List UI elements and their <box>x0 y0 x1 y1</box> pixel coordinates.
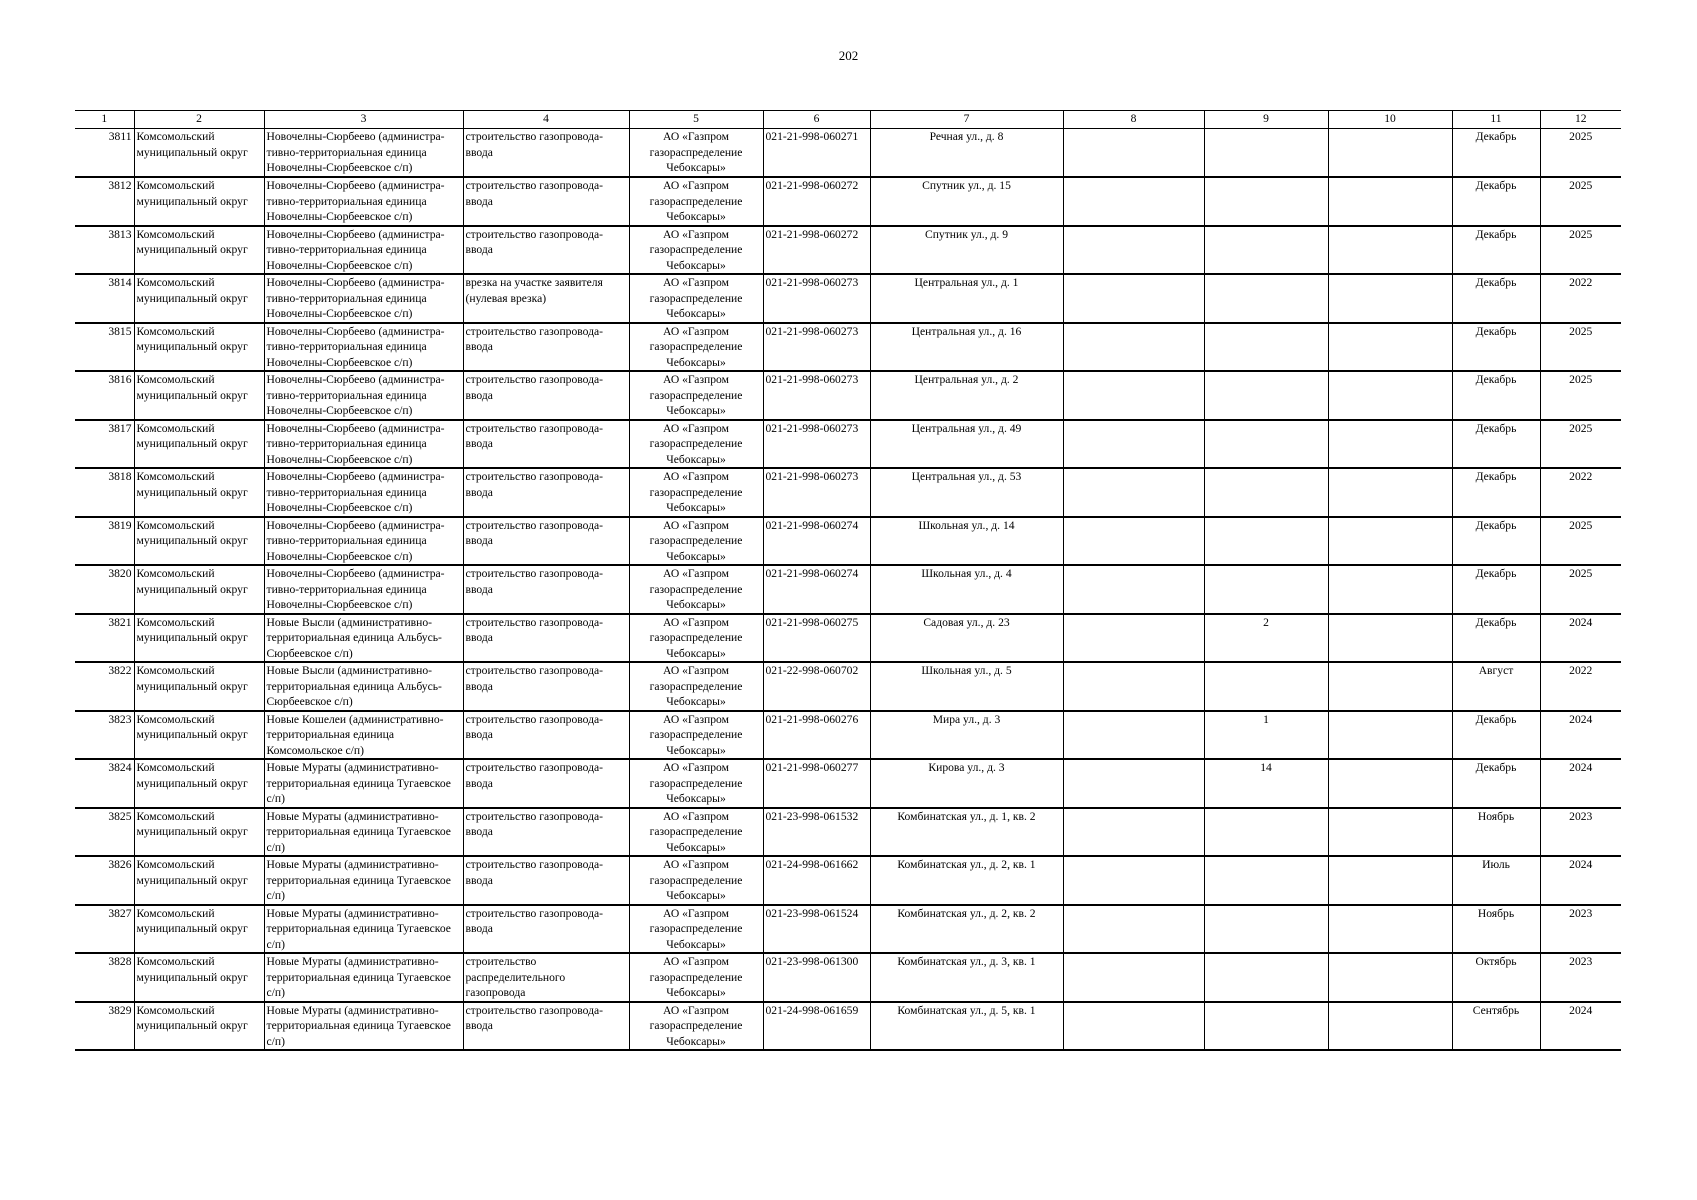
settlement-cell: Новые Мураты (административно-территориальная единица Тугаевское с/п) <box>264 905 463 954</box>
table-row <box>75 565 1621 614</box>
district-cell: Комсомольский муниципальный округ <box>134 711 264 760</box>
month-cell: Декабрь <box>1452 711 1540 760</box>
address-cell: Центральная ул., д. 16 <box>870 323 1063 372</box>
col10-cell <box>1328 759 1452 808</box>
col8-cell <box>1063 129 1204 178</box>
col8-cell <box>1063 759 1204 808</box>
row-number: 3825 <box>75 808 134 857</box>
column-header-5: 5 <box>629 111 763 129</box>
district-cell: Комсомольский муниципальный округ <box>134 274 264 323</box>
row-number: 3821 <box>75 614 134 663</box>
column-header-3: 3 <box>264 111 463 129</box>
row-number: 3811 <box>75 129 134 178</box>
month-cell: Ноябрь <box>1452 905 1540 954</box>
table-row <box>75 226 1621 275</box>
col9-cell: 1 <box>1204 711 1328 760</box>
work-type-cell: врезка на участке заявителя (нулевая врезка) <box>463 274 629 323</box>
year-cell: 2023 <box>1540 953 1621 1002</box>
col10-cell <box>1328 808 1452 857</box>
column-header-9: 9 <box>1204 111 1328 129</box>
col8-cell <box>1063 953 1204 1002</box>
month-cell: Октябрь <box>1452 953 1540 1002</box>
year-cell: 2025 <box>1540 517 1621 566</box>
district-cell: Комсомольский муниципальный округ <box>134 662 264 711</box>
year-cell: 2025 <box>1540 129 1621 178</box>
col10-cell <box>1328 905 1452 954</box>
code-cell: 021-24-998-061662 <box>763 856 870 905</box>
organization-cell: АО «Газпром газораспределение Чебоксары» <box>629 177 763 226</box>
district-cell: Комсомольский муниципальный округ <box>134 129 264 178</box>
column-header-2: 2 <box>134 111 264 129</box>
district-cell: Комсомольский муниципальный округ <box>134 565 264 614</box>
code-cell: 021-22-998-060702 <box>763 662 870 711</box>
row-number: 3827 <box>75 905 134 954</box>
code-cell: 021-21-998-060277 <box>763 759 870 808</box>
settlement-cell: Новочелны-Сюрбеево (администра-тивно-территориальная единица Новочелны-Сюрбеевское с/п) <box>264 371 463 420</box>
table-row <box>75 274 1621 323</box>
settlement-cell: Новочелны-Сюрбеево (администра-тивно-территориальная единица Новочелны-Сюрбеевское с/п) <box>264 468 463 517</box>
month-cell: Декабрь <box>1452 177 1540 226</box>
work-type-cell: строительство газопровода-ввода <box>463 662 629 711</box>
col10-cell <box>1328 517 1452 566</box>
table-row <box>75 177 1621 226</box>
work-type-cell: строительство газопровода-ввода <box>463 711 629 760</box>
year-cell: 2024 <box>1540 711 1621 760</box>
table-row <box>75 711 1621 760</box>
district-cell: Комсомольский муниципальный округ <box>134 614 264 663</box>
col8-cell <box>1063 1002 1204 1051</box>
address-cell: Центральная ул., д. 1 <box>870 274 1063 323</box>
settlement-cell: Новые Кошелеи (административно-территориальная единица Комсомольское с/п) <box>264 711 463 760</box>
col9-cell: 14 <box>1204 759 1328 808</box>
settlement-cell: Новочелны-Сюрбеево (администра-тивно-территориальная единица Новочелны-Сюрбеевское с/п) <box>264 420 463 469</box>
table-row <box>75 759 1621 808</box>
table-row <box>75 468 1621 517</box>
organization-cell: АО «Газпром газораспределение Чебоксары» <box>629 759 763 808</box>
row-number: 3818 <box>75 468 134 517</box>
year-cell: 2024 <box>1540 1002 1621 1051</box>
settlement-cell: Новочелны-Сюрбеево (администра-тивно-территориальная единица Новочелны-Сюрбеевское с/п) <box>264 565 463 614</box>
col8-cell <box>1063 274 1204 323</box>
month-cell: Июль <box>1452 856 1540 905</box>
year-cell: 2024 <box>1540 856 1621 905</box>
settlement-cell: Новые Мураты (административно-территориальная единица Тугаевское с/п) <box>264 808 463 857</box>
year-cell: 2025 <box>1540 420 1621 469</box>
col10-cell <box>1328 177 1452 226</box>
table-row <box>75 129 1621 178</box>
settlement-cell: Новые Мураты (административно-территориальная единица Тугаевское с/п) <box>264 759 463 808</box>
col10-cell <box>1328 226 1452 275</box>
work-type-cell: строительство газопровода-ввода <box>463 226 629 275</box>
col10-cell <box>1328 662 1452 711</box>
settlement-cell: Новочелны-Сюрбеево (администра-тивно-территориальная единица Новочелны-Сюрбеевское с/п) <box>264 323 463 372</box>
work-type-cell: строительство распределительного газопровода <box>463 953 629 1002</box>
column-header-10: 10 <box>1328 111 1452 129</box>
col8-cell <box>1063 905 1204 954</box>
column-header-7: 7 <box>870 111 1063 129</box>
address-cell: Спутник ул., д. 15 <box>870 177 1063 226</box>
month-cell: Декабрь <box>1452 517 1540 566</box>
row-number: 3824 <box>75 759 134 808</box>
address-cell: Мира ул., д. 3 <box>870 711 1063 760</box>
year-cell: 2025 <box>1540 323 1621 372</box>
organization-cell: АО «Газпром газораспределение Чебоксары» <box>629 711 763 760</box>
table-row <box>75 420 1621 469</box>
table-row <box>75 662 1621 711</box>
row-number: 3819 <box>75 517 134 566</box>
month-cell: Декабрь <box>1452 371 1540 420</box>
row-number: 3817 <box>75 420 134 469</box>
row-number: 3822 <box>75 662 134 711</box>
code-cell: 021-21-998-060273 <box>763 468 870 517</box>
register-table <box>75 110 1621 1051</box>
year-cell: 2022 <box>1540 468 1621 517</box>
col10-cell <box>1328 711 1452 760</box>
organization-cell: АО «Газпром газораспределение Чебоксары» <box>629 517 763 566</box>
year-cell: 2025 <box>1540 226 1621 275</box>
month-cell: Декабрь <box>1452 614 1540 663</box>
settlement-cell: Новые Мураты (административно-территориальная единица Тугаевское с/п) <box>264 1002 463 1051</box>
settlement-cell: Новочелны-Сюрбеево (администра-тивно-территориальная единица Новочелны-Сюрбеевское с/п) <box>264 129 463 178</box>
work-type-cell: строительство газопровода-ввода <box>463 468 629 517</box>
address-cell: Комбинатская ул., д. 3, кв. 1 <box>870 953 1063 1002</box>
year-cell: 2022 <box>1540 662 1621 711</box>
col9-cell <box>1204 468 1328 517</box>
work-type-cell: строительство газопровода-ввода <box>463 808 629 857</box>
district-cell: Комсомольский муниципальный округ <box>134 226 264 275</box>
district-cell: Комсомольский муниципальный округ <box>134 759 264 808</box>
row-number: 3812 <box>75 177 134 226</box>
col9-cell <box>1204 274 1328 323</box>
col9-cell <box>1204 226 1328 275</box>
table-row <box>75 614 1621 663</box>
district-cell: Комсомольский муниципальный округ <box>134 953 264 1002</box>
col10-cell <box>1328 565 1452 614</box>
address-cell: Школьная ул., д. 5 <box>870 662 1063 711</box>
address-cell: Комбинатская ул., д. 1, кв. 2 <box>870 808 1063 857</box>
table-row <box>75 808 1621 857</box>
row-number: 3814 <box>75 274 134 323</box>
col10-cell <box>1328 274 1452 323</box>
district-cell: Комсомольский муниципальный округ <box>134 371 264 420</box>
month-cell: Декабрь <box>1452 468 1540 517</box>
col9-cell <box>1204 1002 1328 1051</box>
col10-cell <box>1328 323 1452 372</box>
district-cell: Комсомольский муниципальный округ <box>134 420 264 469</box>
year-cell: 2024 <box>1540 759 1621 808</box>
year-cell: 2022 <box>1540 274 1621 323</box>
work-type-cell: строительство газопровода-ввода <box>463 905 629 954</box>
year-cell: 2023 <box>1540 905 1621 954</box>
organization-cell: АО «Газпром газораспределение Чебоксары» <box>629 662 763 711</box>
col8-cell <box>1063 226 1204 275</box>
col9-cell <box>1204 856 1328 905</box>
address-cell: Комбинатская ул., д. 2, кв. 2 <box>870 905 1063 954</box>
work-type-cell: строительство газопровода-ввода <box>463 517 629 566</box>
table-row <box>75 953 1621 1002</box>
address-cell: Центральная ул., д. 2 <box>870 371 1063 420</box>
year-cell: 2025 <box>1540 177 1621 226</box>
col9-cell <box>1204 517 1328 566</box>
table-row <box>75 1002 1621 1051</box>
col9-cell <box>1204 905 1328 954</box>
work-type-cell: строительство газопровода-ввода <box>463 565 629 614</box>
organization-cell: АО «Газпром газораспределение Чебоксары» <box>629 614 763 663</box>
organization-cell: АО «Газпром газораспределение Чебоксары» <box>629 856 763 905</box>
organization-cell: АО «Газпром газораспределение Чебоксары» <box>629 274 763 323</box>
table-row <box>75 856 1621 905</box>
row-number: 3829 <box>75 1002 134 1051</box>
month-cell: Декабрь <box>1452 226 1540 275</box>
work-type-cell: строительство газопровода-ввода <box>463 759 629 808</box>
district-cell: Комсомольский муниципальный округ <box>134 323 264 372</box>
organization-cell: АО «Газпром газораспределение Чебоксары» <box>629 371 763 420</box>
table-row <box>75 905 1621 954</box>
col10-cell <box>1328 468 1452 517</box>
organization-cell: АО «Газпром газораспределение Чебоксары» <box>629 953 763 1002</box>
col8-cell <box>1063 808 1204 857</box>
address-cell: Центральная ул., д. 49 <box>870 420 1063 469</box>
month-cell: Декабрь <box>1452 565 1540 614</box>
organization-cell: АО «Газпром газораспределение Чебоксары» <box>629 1002 763 1051</box>
row-number: 3815 <box>75 323 134 372</box>
settlement-cell: Новые Мураты (административно-территориальная единица Тугаевское с/п) <box>264 953 463 1002</box>
code-cell: 021-21-998-060271 <box>763 129 870 178</box>
column-header-6: 6 <box>763 111 870 129</box>
address-cell: Школьная ул., д. 4 <box>870 565 1063 614</box>
table-row <box>75 371 1621 420</box>
col9-cell <box>1204 323 1328 372</box>
code-cell: 021-24-998-061659 <box>763 1002 870 1051</box>
month-cell: Сентябрь <box>1452 1002 1540 1051</box>
col9-cell <box>1204 565 1328 614</box>
row-number: 3823 <box>75 711 134 760</box>
col10-cell <box>1328 856 1452 905</box>
table-row <box>75 323 1621 372</box>
col8-cell <box>1063 371 1204 420</box>
code-cell: 021-21-998-060274 <box>763 565 870 614</box>
month-cell: Декабрь <box>1452 323 1540 372</box>
code-cell: 021-23-998-061524 <box>763 905 870 954</box>
code-cell: 021-21-998-060274 <box>763 517 870 566</box>
settlement-cell: Новочелны-Сюрбеево (администра-тивно-территориальная единица Новочелны-Сюрбеевское с/п) <box>264 226 463 275</box>
col9-cell <box>1204 953 1328 1002</box>
code-cell: 021-21-998-060272 <box>763 177 870 226</box>
work-type-cell: строительство газопровода-ввода <box>463 371 629 420</box>
organization-cell: АО «Газпром газораспределение Чебоксары» <box>629 905 763 954</box>
col10-cell <box>1328 129 1452 178</box>
work-type-cell: строительство газопровода-ввода <box>463 129 629 178</box>
settlement-cell: Новочелны-Сюрбеево (администра-тивно-территориальная единица Новочелны-Сюрбеевское с/п) <box>264 274 463 323</box>
district-cell: Комсомольский муниципальный округ <box>134 468 264 517</box>
row-number: 3826 <box>75 856 134 905</box>
column-header-8: 8 <box>1063 111 1204 129</box>
address-cell: Садовая ул., д. 23 <box>870 614 1063 663</box>
address-cell: Комбинатская ул., д. 5, кв. 1 <box>870 1002 1063 1051</box>
col10-cell <box>1328 953 1452 1002</box>
settlement-cell: Новые Высли (административно-территориальная единица Альбусь-Сюрбеевское с/п) <box>264 614 463 663</box>
work-type-cell: строительство газопровода-ввода <box>463 177 629 226</box>
col8-cell <box>1063 856 1204 905</box>
row-number: 3816 <box>75 371 134 420</box>
page-number: 202 <box>838 48 859 63</box>
col9-cell: 2 <box>1204 614 1328 663</box>
table-body <box>75 129 1621 1051</box>
col10-cell <box>1328 614 1452 663</box>
col10-cell <box>1328 420 1452 469</box>
col8-cell <box>1063 565 1204 614</box>
col10-cell <box>1328 371 1452 420</box>
col10-cell <box>1328 1002 1452 1051</box>
settlement-cell: Новочелны-Сюрбеево (администра-тивно-территориальная единица Новочелны-Сюрбеевское с/п) <box>264 517 463 566</box>
year-cell: 2025 <box>1540 565 1621 614</box>
row-number: 3813 <box>75 226 134 275</box>
organization-cell: АО «Газпром газораспределение Чебоксары» <box>629 420 763 469</box>
column-number-row <box>75 111 1621 129</box>
organization-cell: АО «Газпром газораспределение Чебоксары» <box>629 226 763 275</box>
district-cell: Комсомольский муниципальный округ <box>134 856 264 905</box>
col8-cell <box>1063 711 1204 760</box>
col8-cell <box>1063 614 1204 663</box>
code-cell: 021-23-998-061300 <box>763 953 870 1002</box>
address-cell: Кирова ул., д. 3 <box>870 759 1063 808</box>
code-cell: 021-21-998-060275 <box>763 614 870 663</box>
col9-cell <box>1204 371 1328 420</box>
district-cell: Комсомольский муниципальный округ <box>134 905 264 954</box>
work-type-cell: строительство газопровода-ввода <box>463 323 629 372</box>
work-type-cell: строительство газопровода-ввода <box>463 1002 629 1051</box>
month-cell: Декабрь <box>1452 129 1540 178</box>
organization-cell: АО «Газпром газораспределение Чебоксары» <box>629 468 763 517</box>
code-cell: 021-21-998-060276 <box>763 711 870 760</box>
settlement-cell: Новочелны-Сюрбеево (администра-тивно-территориальная единица Новочелны-Сюрбеевское с/п) <box>264 177 463 226</box>
code-cell: 021-21-998-060273 <box>763 274 870 323</box>
month-cell: Декабрь <box>1452 274 1540 323</box>
col8-cell <box>1063 420 1204 469</box>
row-number: 3820 <box>75 565 134 614</box>
address-cell: Комбинатская ул., д. 2, кв. 1 <box>870 856 1063 905</box>
organization-cell: АО «Газпром газораспределение Чебоксары» <box>629 565 763 614</box>
code-cell: 021-21-998-060273 <box>763 420 870 469</box>
code-cell: 021-21-998-060273 <box>763 371 870 420</box>
code-cell: 021-21-998-060273 <box>763 323 870 372</box>
year-cell: 2025 <box>1540 371 1621 420</box>
code-cell: 021-21-998-060272 <box>763 226 870 275</box>
address-cell: Речная ул., д. 8 <box>870 129 1063 178</box>
month-cell: Декабрь <box>1452 759 1540 808</box>
district-cell: Комсомольский муниципальный округ <box>134 517 264 566</box>
district-cell: Комсомольский муниципальный округ <box>134 808 264 857</box>
col9-cell <box>1204 177 1328 226</box>
col9-cell <box>1204 129 1328 178</box>
column-header-11: 11 <box>1452 111 1540 129</box>
column-header-12: 12 <box>1540 111 1621 129</box>
col8-cell <box>1063 177 1204 226</box>
col9-cell <box>1204 808 1328 857</box>
work-type-cell: строительство газопровода-ввода <box>463 614 629 663</box>
organization-cell: АО «Газпром газораспределение Чебоксары» <box>629 808 763 857</box>
column-header-1: 1 <box>75 111 134 129</box>
col8-cell <box>1063 468 1204 517</box>
district-cell: Комсомольский муниципальный округ <box>134 1002 264 1051</box>
table-row <box>75 517 1621 566</box>
work-type-cell: строительство газопровода-ввода <box>463 856 629 905</box>
col8-cell <box>1063 323 1204 372</box>
district-cell: Комсомольский муниципальный округ <box>134 177 264 226</box>
col9-cell <box>1204 662 1328 711</box>
organization-cell: АО «Газпром газораспределение Чебоксары» <box>629 323 763 372</box>
address-cell: Центральная ул., д. 53 <box>870 468 1063 517</box>
work-type-cell: строительство газопровода-ввода <box>463 420 629 469</box>
organization-cell: АО «Газпром газораспределение Чебоксары» <box>629 129 763 178</box>
col8-cell <box>1063 662 1204 711</box>
year-cell: 2023 <box>1540 808 1621 857</box>
settlement-cell: Новые Мураты (административно-территориальная единица Тугаевское с/п) <box>264 856 463 905</box>
year-cell: 2024 <box>1540 614 1621 663</box>
col9-cell <box>1204 420 1328 469</box>
month-cell: Ноябрь <box>1452 808 1540 857</box>
code-cell: 021-23-998-061532 <box>763 808 870 857</box>
col8-cell <box>1063 517 1204 566</box>
settlement-cell: Новые Высли (административно-территориальная единица Альбусь-Сюрбеевское с/п) <box>264 662 463 711</box>
column-header-4: 4 <box>463 111 629 129</box>
address-cell: Спутник ул., д. 9 <box>870 226 1063 275</box>
month-cell: Август <box>1452 662 1540 711</box>
row-number: 3828 <box>75 953 134 1002</box>
address-cell: Школьная ул., д. 14 <box>870 517 1063 566</box>
month-cell: Декабрь <box>1452 420 1540 469</box>
